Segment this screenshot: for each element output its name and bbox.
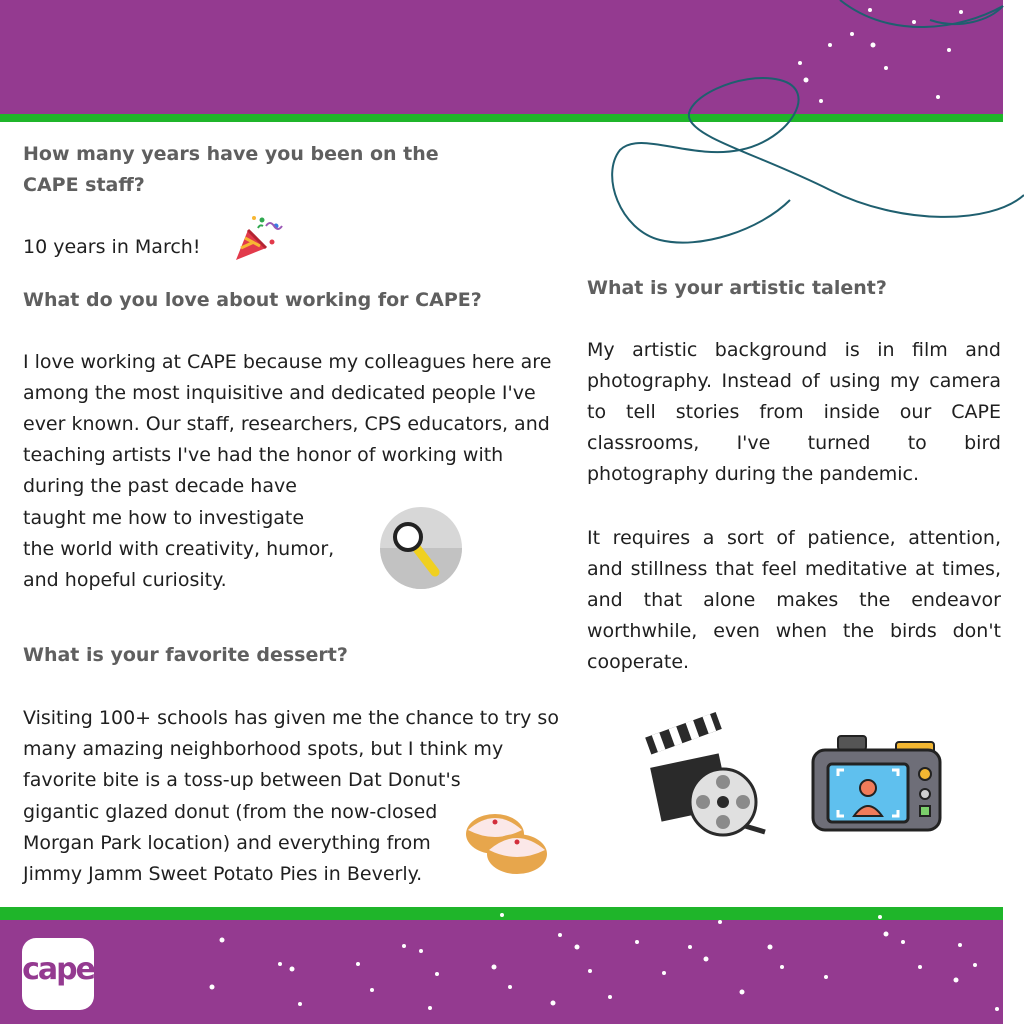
answer-artistic-talent-p2: It requires a sort of patience, attention, and stillness that feel meditative at times, and that alone makes the endeavor worthwhile, even when the birds don't cooperate. bbox=[587, 527, 1001, 673]
answer-love-about-cape-line: the world with creativity, humor, bbox=[23, 538, 335, 560]
answer-artistic-talent-p1: My artistic background is in film and photography. Instead of using my camera to tell stories from inside our CAPE classrooms, I've turned to bird photography during the pandemic. bbox=[587, 339, 1001, 485]
answer-years-on-staff: 10 years in March! bbox=[23, 236, 201, 258]
question-years-on-staff: How many years have you been on the CAPE staff? bbox=[23, 143, 439, 196]
answer-favorite-dessert-line: Jimmy Jamm Sweet Potato Pies in Beverly. bbox=[23, 863, 423, 885]
donut-icon bbox=[465, 810, 550, 876]
answer-love-about-cape-line: taught me how to investigate bbox=[23, 507, 305, 529]
answer-favorite-dessert-line: gigantic glazed donut (from the now-closed bbox=[23, 801, 438, 823]
cape-logo-text: cape bbox=[22, 952, 94, 987]
question-love-about-cape: What do you love about working for CAPE? bbox=[23, 289, 482, 311]
camera-icon bbox=[810, 732, 943, 832]
answer-love-about-cape-line: and hopeful curiosity. bbox=[23, 569, 227, 591]
party-popper-icon bbox=[232, 212, 284, 264]
answer-favorite-dessert-line: Morgan Park location) and everything from bbox=[23, 832, 431, 854]
bottom-sparkle-dots bbox=[0, 907, 1024, 1024]
answer-favorite-dessert: Visiting 100+ schools has given me the chance to try so many amazing neighborhood spots, but I think my favorite bite is a toss-up between Dat Donut's bbox=[23, 707, 559, 791]
decorative-squiggle-line bbox=[0, 0, 1024, 260]
magnifier-icon bbox=[380, 507, 462, 589]
film-clapper-icon bbox=[645, 720, 765, 840]
question-artistic-talent: What is your artistic talent? bbox=[587, 277, 887, 299]
question-favorite-dessert: What is your favorite dessert? bbox=[23, 644, 348, 666]
cape-logo bbox=[22, 938, 94, 1010]
answer-love-about-cape: I love working at CAPE because my colleagues here are among the most inquisitive and dedicated people I've ever known. Our staff, researchers, CPS educators, and teaching artists I've had the honor of working with during the past decade have bbox=[23, 351, 552, 497]
